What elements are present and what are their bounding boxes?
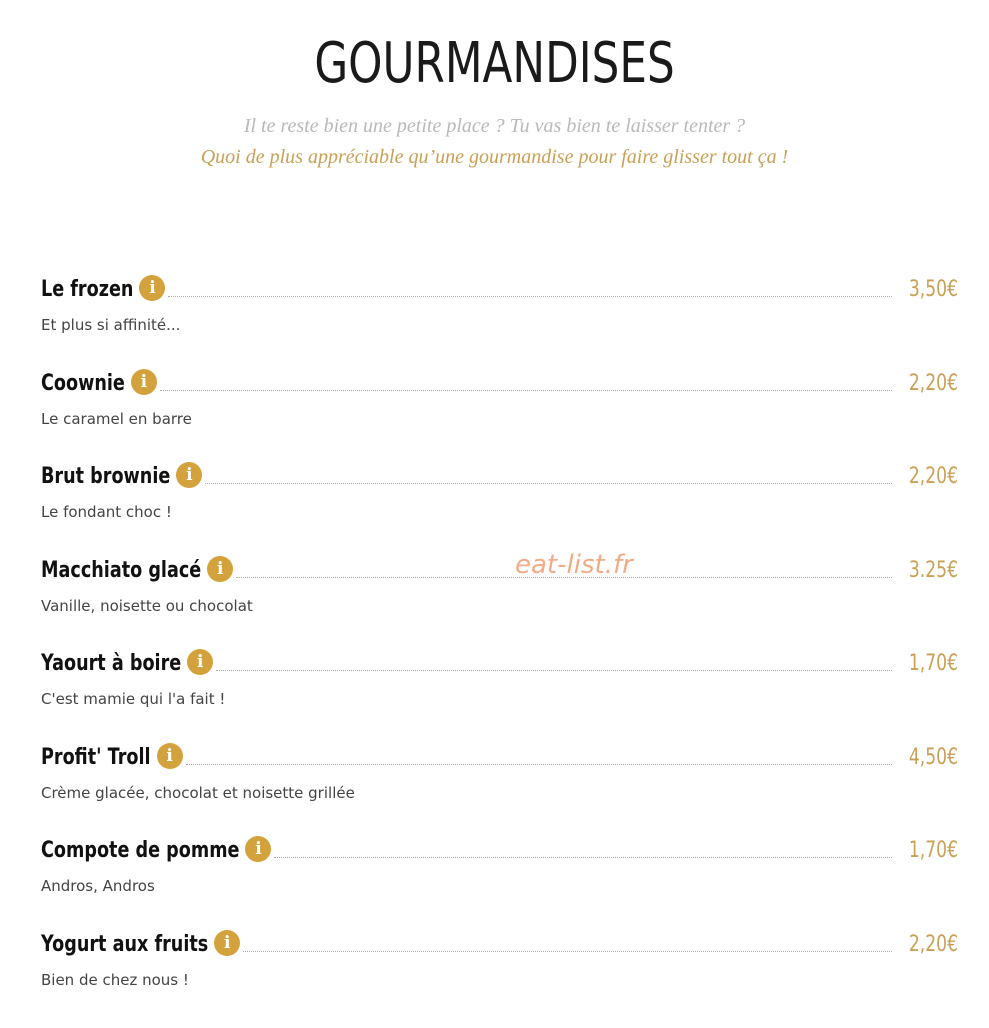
info-icon[interactable]: i: [131, 369, 157, 395]
menu-item-description: Bien de chez nous !: [41, 970, 189, 989]
intro-line-1: Il te reste bien une petite place ? Tu vas bien te laisser tenter ?: [243, 115, 746, 137]
menu-item-description: Crème glacée, chocolat et noisette grillée: [41, 783, 355, 802]
menu-item-name: Yaourt à boire: [41, 651, 182, 676]
menu-item-description: C'est mamie qui l'a fait !: [41, 690, 226, 708]
info-icon[interactable]: i: [245, 836, 271, 862]
menu-item-name: Profit' Troll: [41, 744, 151, 770]
menu-item: [41, 364, 958, 458]
dotted-leader: [205, 482, 892, 484]
info-icon[interactable]: i: [187, 649, 213, 675]
dotted-leader: [160, 389, 892, 391]
menu-item-price: 2,20€: [908, 931, 958, 957]
dotted-leader: [243, 950, 892, 952]
info-icon[interactable]: i: [176, 462, 202, 488]
menu-item-description: Le caramel en barre: [41, 409, 192, 428]
menu-item: [41, 270, 958, 364]
menu-item-price: 2,20€: [908, 370, 958, 396]
menu-item-price: 3,50€: [908, 277, 958, 302]
info-icon[interactable]: i: [214, 930, 240, 956]
menu-item-name: Coownie: [41, 370, 125, 396]
menu-item-price: 2,20€: [908, 464, 958, 489]
menu-item: [41, 831, 958, 925]
menu-item-name: Yogurt aux fruits: [41, 931, 209, 957]
menu-item-name: Brut brownie: [41, 464, 171, 489]
intro-line-2: Quoi de plus appréciable qu’une gourmandise pour faire glisser tout ça !: [200, 146, 789, 168]
menu-item-description: Et plus si affinité...: [41, 316, 181, 334]
dotted-leader: [216, 669, 892, 671]
page-title: GOURMANDISES: [314, 31, 675, 96]
menu-item-name: Macchiato glacé: [41, 557, 202, 583]
dotted-leader: [274, 856, 892, 858]
dotted-leader: [186, 763, 892, 765]
menu-item: [41, 738, 958, 832]
menu-list: [41, 270, 958, 1018]
menu-item: [41, 925, 958, 1019]
dotted-leader: [168, 295, 892, 297]
menu-item-price: 1,70€: [908, 838, 958, 863]
info-icon[interactable]: i: [157, 743, 183, 769]
menu-item: [41, 551, 958, 645]
watermark-text: eat-list.fr: [515, 550, 633, 580]
menu-item-price: 1,70€: [908, 651, 958, 676]
menu-item-name: Compote de pomme: [41, 838, 240, 863]
info-icon[interactable]: i: [207, 556, 233, 582]
menu-item-description: Vanille, noisette ou chocolat: [41, 596, 253, 615]
menu-item-description: Le fondant choc !: [41, 503, 172, 521]
menu-item-description: Andros, Andros: [41, 877, 155, 895]
info-icon[interactable]: i: [139, 275, 165, 301]
menu-item-name: Le frozen: [41, 277, 134, 302]
menu-item-price: 3.25€: [908, 557, 958, 583]
menu-item: [41, 644, 958, 738]
menu-item-price: 4,50€: [908, 744, 958, 770]
menu-item: [41, 457, 958, 551]
